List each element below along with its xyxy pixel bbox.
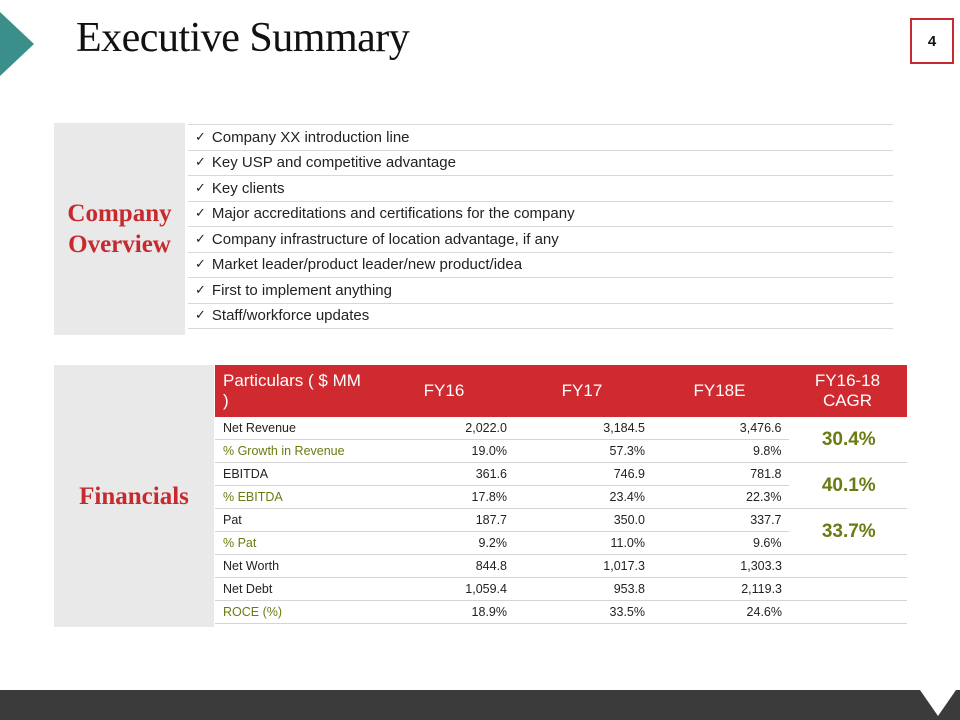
table-row — [215, 417, 907, 440]
cagr-revenue: 30.4% — [788, 417, 907, 463]
row-name: Net Worth — [215, 555, 375, 578]
table-row — [215, 555, 907, 578]
company-overview-label-box — [54, 123, 185, 335]
cell-fy17: 3,184.5 — [513, 417, 651, 440]
cell-fy18e: 337.7 — [651, 509, 788, 532]
cell-fy17: 953.8 — [513, 578, 651, 601]
cagr-pat: 33.7% — [788, 509, 907, 555]
row-name: ROCE (%) — [215, 601, 375, 624]
list-item: ✓ Staff/workforce updates — [188, 304, 893, 330]
check-icon: ✓ — [195, 180, 206, 196]
row-name: EBITDA — [215, 463, 375, 486]
check-icon: ✓ — [195, 129, 206, 145]
company-overview-label: Company Overview — [67, 200, 172, 258]
table-row — [215, 578, 907, 601]
list-item: ✓ First to implement anything — [188, 278, 893, 304]
cell-fy16: 187.7 — [375, 509, 513, 532]
cell-fy18e: 2,119.3 — [651, 578, 788, 601]
list-item: ✓ Key USP and competitive advantage — [188, 151, 893, 177]
row-name: Net Revenue — [215, 417, 375, 440]
cell-fy17: 57.3% — [513, 440, 651, 463]
cell-fy16: 9.2% — [375, 532, 513, 555]
list-item: ✓ Company XX introduction line — [188, 125, 893, 151]
cell-fy16: 17.8% — [375, 486, 513, 509]
cell-fy18e: 3,476.6 — [651, 417, 788, 440]
cell-cagr-empty — [788, 555, 907, 578]
title-accent-arrow — [0, 12, 34, 76]
cell-fy17: 33.5% — [513, 601, 651, 624]
header-particulars: Particulars ( $ MM ) — [215, 365, 375, 417]
financials-label: Financials — [79, 482, 189, 510]
header-fy16: FY16 — [375, 365, 513, 417]
row-name: % Growth in Revenue — [215, 440, 375, 463]
cell-fy18e: 9.6% — [651, 532, 788, 555]
financials-table — [215, 365, 907, 624]
footer-notch — [920, 690, 956, 716]
financials-label-box — [54, 365, 214, 627]
cell-fy16: 2,022.0 — [375, 417, 513, 440]
cell-fy16: 361.6 — [375, 463, 513, 486]
cell-fy18e: 9.8% — [651, 440, 788, 463]
cell-fy17: 746.9 — [513, 463, 651, 486]
cell-fy17: 11.0% — [513, 532, 651, 555]
check-icon: ✓ — [195, 282, 206, 298]
check-icon: ✓ — [195, 231, 206, 247]
header-fy18e: FY18E — [651, 365, 788, 417]
list-item: ✓ Key clients — [188, 176, 893, 202]
table-row — [215, 509, 907, 532]
page-number: 4 — [910, 18, 954, 64]
footer-bar — [0, 690, 960, 720]
table-row — [215, 463, 907, 486]
table-header-row — [215, 365, 907, 417]
cell-fy17: 1,017.3 — [513, 555, 651, 578]
row-name: % Pat — [215, 532, 375, 555]
cell-fy18e: 22.3% — [651, 486, 788, 509]
row-name: Pat — [215, 509, 375, 532]
cell-fy16: 19.0% — [375, 440, 513, 463]
page-title: Executive Summary — [76, 15, 410, 61]
cell-fy18e: 781.8 — [651, 463, 788, 486]
cell-fy16: 844.8 — [375, 555, 513, 578]
list-item: ✓ Company infrastructure of location advantage, if any — [188, 227, 893, 253]
header-cagr: FY16-18 CAGR — [788, 365, 907, 417]
cell-cagr-empty — [788, 578, 907, 601]
cell-fy17: 23.4% — [513, 486, 651, 509]
header-fy17: FY17 — [513, 365, 651, 417]
cell-fy18e: 1,303.3 — [651, 555, 788, 578]
list-item: ✓ Market leader/product leader/new product/idea — [188, 253, 893, 279]
row-name: % EBITDA — [215, 486, 375, 509]
cell-fy16: 1,059.4 — [375, 578, 513, 601]
check-icon: ✓ — [195, 308, 206, 324]
cell-fy18e: 24.6% — [651, 601, 788, 624]
check-icon: ✓ — [195, 155, 206, 171]
cell-cagr-empty — [788, 601, 907, 624]
check-icon: ✓ — [195, 257, 206, 273]
row-name: Net Debt — [215, 578, 375, 601]
check-icon: ✓ — [195, 206, 206, 222]
cell-fy16: 18.9% — [375, 601, 513, 624]
table-row — [215, 601, 907, 624]
cell-fy17: 350.0 — [513, 509, 651, 532]
cagr-ebitda: 40.1% — [788, 463, 907, 509]
list-item: ✓ Major accreditations and certifications for the company — [188, 202, 893, 228]
company-overview-list — [188, 124, 893, 329]
